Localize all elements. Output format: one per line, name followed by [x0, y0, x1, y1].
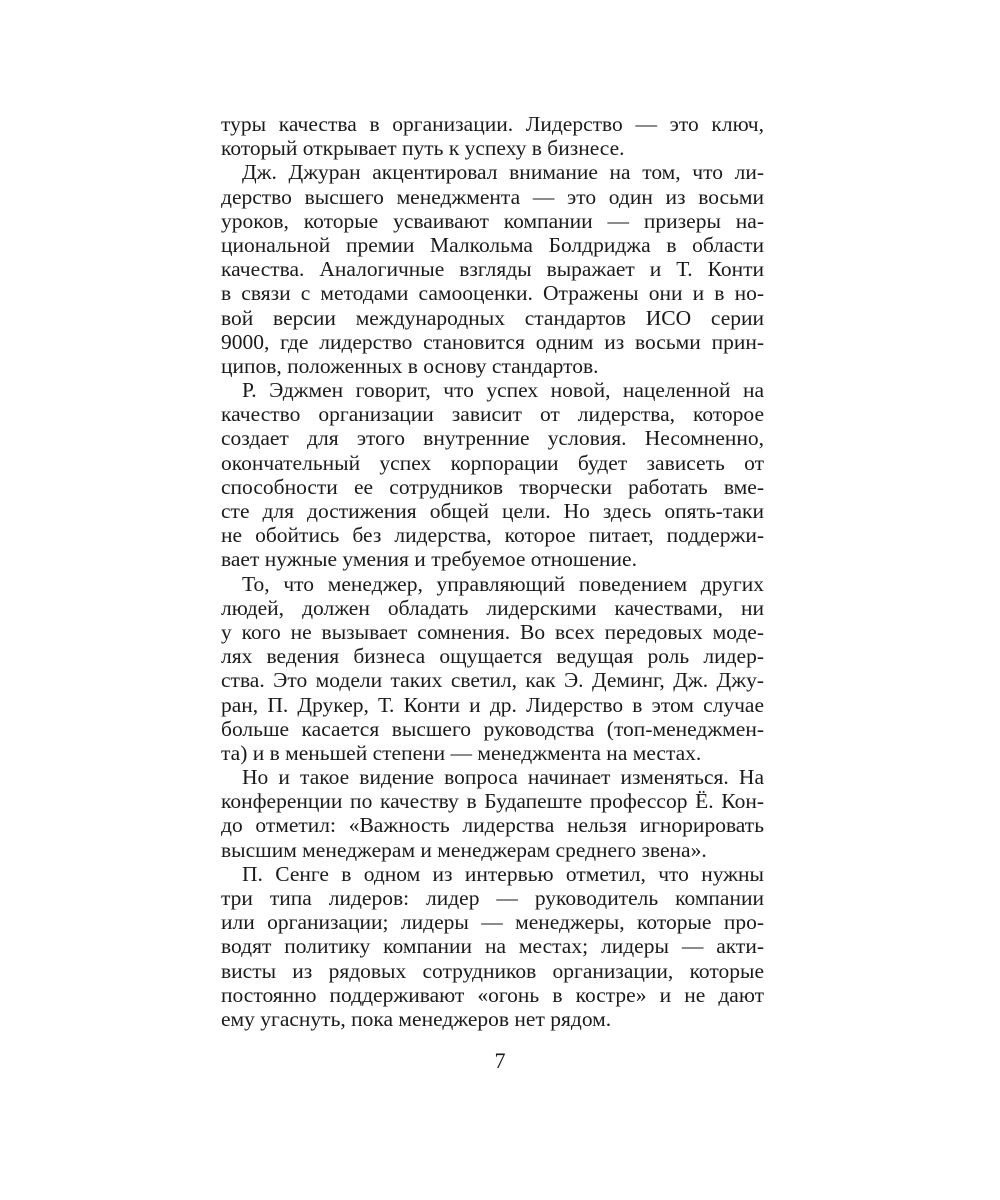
text-line: три типа лидеров: лидер — руководитель компании [221, 886, 764, 910]
text-line: качества. Аналогичные взгляды выражает и Т. Конти [221, 257, 764, 282]
paragraph [221, 378, 764, 572]
text-line: высшим менеджерам и менеджерам среднего звена». [221, 837, 707, 862]
text-line: Дж. Джуран акцентировал внимание на том, что ли- [242, 160, 764, 185]
page-number: 7 [494, 1048, 506, 1073]
text-line: уроков, которые усваивают компании — призеры на- [221, 208, 764, 233]
text-line: больше касается высшего руководства (топ-менеджмен- [221, 716, 764, 741]
text-line: который открывает путь к успеху в бизнесе. [221, 136, 625, 161]
text-line: циональной премии Малкольма Болдриджа в области [221, 232, 764, 257]
text-line: ства. Это модели таких светил, как Э. Деминг, Дж. Джу- [221, 668, 764, 693]
text-line: Но и такое видение вопроса начинает изменяться. На [242, 765, 764, 790]
text-line: туры качества в организации. Лидерство — это ключ, [221, 112, 764, 136]
text-line: ран, П. Друкер, Т. Конти и др. Лидерство в этом случае [221, 692, 764, 717]
paragraph [221, 862, 764, 1031]
text-line: способности ее сотрудников творчески работать вме- [221, 474, 764, 499]
text-line: не обойтись без лидерства, которое питает, поддержи- [221, 523, 764, 548]
text-line: конференции по качеству в Будапеште профессор Ё. Кон- [221, 789, 764, 814]
text-line: или организации; лидеры — менеджеры, которые про- [221, 910, 764, 935]
text-line: То, что менеджер, управляющий поведением других [242, 571, 764, 596]
text-line: лях ведения бизнеса ощущается ведущая роль лидер- [221, 644, 764, 669]
text-line: П. Сенге в одном из интервью отметил, что нужны [242, 861, 764, 886]
text-line: ципов, положенных в основу стандартов. [221, 353, 599, 378]
text-line: 9000, где лидерство становится одним из восьми прин- [221, 329, 764, 354]
text-line: Р. Эджмен говорит, что успех новой, нацеленной на [242, 378, 764, 403]
paragraph [221, 112, 764, 160]
text-line: у кого не вызывает сомнения. Во всех передовых моде- [221, 619, 764, 644]
paragraph [221, 765, 764, 862]
text-line: ему угаснуть, пока менеджеров нет рядом. [221, 1006, 612, 1031]
text-line: та) и в меньшей степени — менеджмента на местах. [221, 740, 702, 765]
text-line: дерство высшего менеджмента — это один из восьми [221, 184, 764, 209]
text-line: вает нужные умения и требуемое отношение. [221, 547, 637, 572]
text-line: создает для этого внутренние условия. Несомненно, [221, 426, 764, 451]
paragraph [221, 160, 764, 378]
text-line: людей, должен обладать лидерскими качествами, ни [221, 595, 764, 620]
text-line: в связи с методами самооценки. Отражены они и в но- [221, 281, 764, 306]
body-text [221, 112, 764, 1031]
text-line: висты из рядовых сотрудников организации, которые [221, 958, 764, 983]
text-line: окончательный успех корпорации будет зависеть от [221, 450, 764, 475]
text-line: сте для достижения общей цели. Но здесь опять-таки [221, 499, 764, 523]
paragraph [221, 572, 764, 766]
text-line: водят политику компании на местах; лидеры — акти- [221, 934, 764, 959]
text-line: постоянно поддерживают «огонь в костре» и не дают [221, 982, 764, 1007]
text-line: качество организации зависит от лидерства, которое [221, 402, 764, 427]
text-line: вой версии международных стандартов ИСО серии [221, 305, 764, 330]
text-line: до отметил: «Важность лидерства нельзя игнорировать [221, 813, 764, 838]
